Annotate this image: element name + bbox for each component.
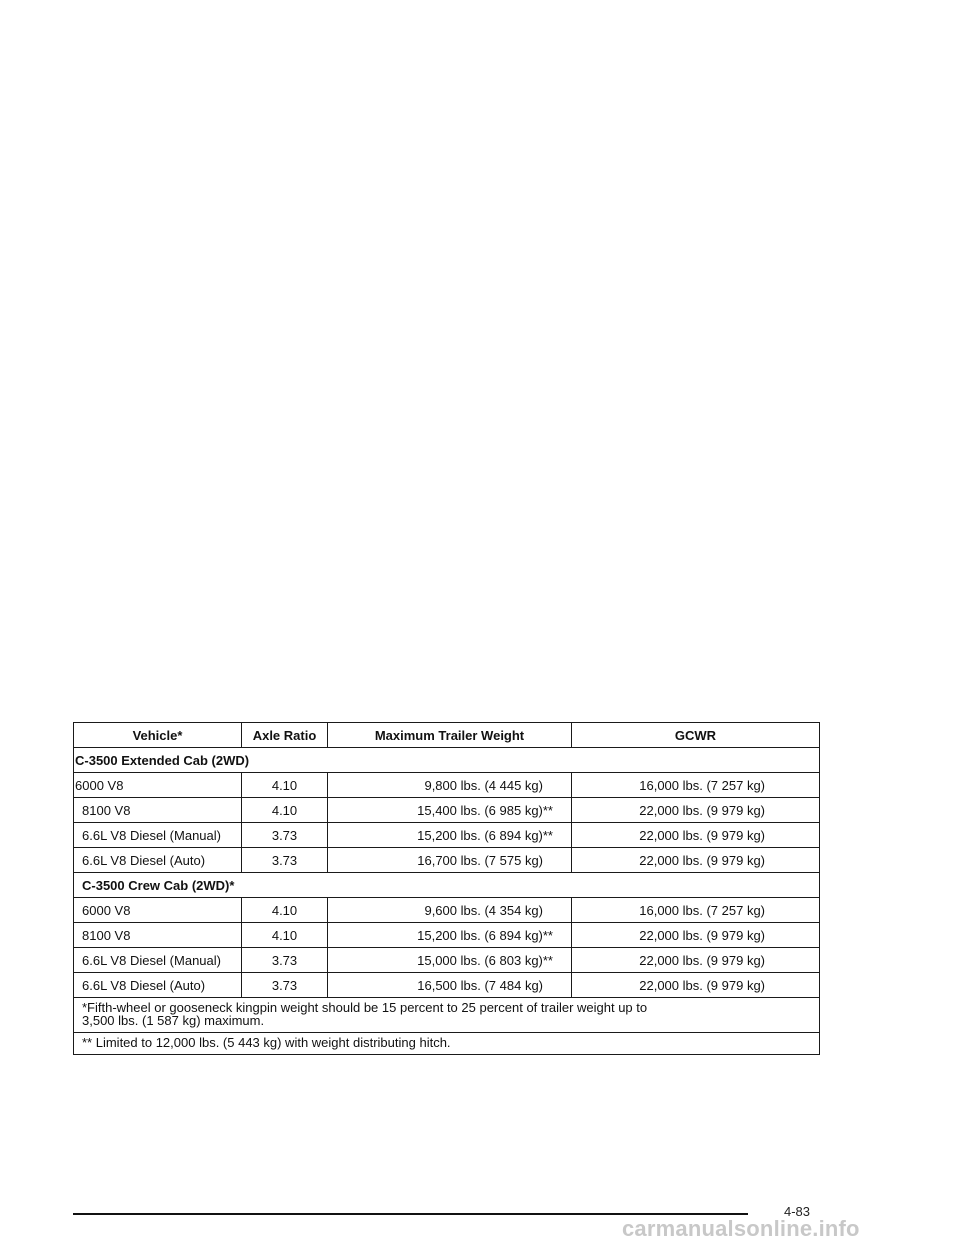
header-max-trailer-weight: Maximum Trailer Weight [328, 723, 572, 748]
footnote-row-hitch [74, 1033, 820, 1055]
cell-axle-ratio: 3.73 [242, 848, 328, 873]
cell-gcwr: 22,000 lbs. (9 979 kg) [572, 973, 820, 998]
section-row-extended-cab [74, 748, 820, 773]
footnote-line: ** Limited to 12,000 lbs. (5 443 kg) with weight distributing hitch. [82, 1035, 451, 1050]
watermark: carmanualsonline.info [622, 1216, 860, 1241]
cell-gcwr: 22,000 lbs. (9 979 kg) [572, 948, 820, 973]
table-row [74, 773, 820, 798]
section-title: C-3500 Extended Cab (2WD) [74, 748, 820, 773]
table-row [74, 898, 820, 923]
table-row [74, 923, 820, 948]
cell-axle-ratio: 3.73 [242, 948, 328, 973]
cell-max-trailer-weight: 15,000 lbs. (6 803 kg)** [328, 948, 572, 973]
cell-vehicle: 8100 V8 [74, 923, 242, 948]
cell-max-trailer-weight: 15,200 lbs. (6 894 kg)** [328, 923, 572, 948]
cell-gcwr: 16,000 lbs. (7 257 kg) [572, 773, 820, 798]
cell-vehicle: 6.6L V8 Diesel (Auto) [74, 973, 242, 998]
cell-axle-ratio: 4.10 [242, 923, 328, 948]
cell-vehicle: 6.6L V8 Diesel (Auto) [74, 848, 242, 873]
cell-max-trailer-weight: 16,700 lbs. (7 575 kg) [328, 848, 572, 873]
cell-gcwr: 22,000 lbs. (9 979 kg) [572, 848, 820, 873]
cell-vehicle: 6000 V8 [74, 773, 242, 798]
cell-axle-ratio: 4.10 [242, 773, 328, 798]
section-title: C-3500 Crew Cab (2WD)* [74, 873, 820, 898]
cell-gcwr: 22,000 lbs. (9 979 kg) [572, 798, 820, 823]
table-row [74, 798, 820, 823]
table-row [74, 973, 820, 998]
cell-vehicle: 6.6L V8 Diesel (Manual) [74, 948, 242, 973]
cell-vehicle: 6.6L V8 Diesel (Manual) [74, 823, 242, 848]
cell-axle-ratio: 4.10 [242, 898, 328, 923]
section-row-crew-cab [74, 873, 820, 898]
cell-max-trailer-weight: 9,600 lbs. (4 354 kg) [328, 898, 572, 923]
footnote-hitch [74, 1033, 820, 1055]
cell-axle-ratio: 4.10 [242, 798, 328, 823]
header-gcwr: GCWR [572, 723, 820, 748]
cell-max-trailer-weight: 15,200 lbs. (6 894 kg)** [328, 823, 572, 848]
cell-axle-ratio: 3.73 [242, 973, 328, 998]
footnote-kingpin [74, 998, 820, 1033]
cell-vehicle: 8100 V8 [74, 798, 242, 823]
cell-gcwr: 22,000 lbs. (9 979 kg) [572, 923, 820, 948]
table-header-row [74, 723, 820, 748]
trailer-weight-table [73, 722, 820, 1055]
footnote-row-kingpin [74, 998, 820, 1033]
footnote-line: 3,500 lbs. (1 587 kg) maximum. [82, 1013, 265, 1028]
cell-max-trailer-weight: 15,400 lbs. (6 985 kg)** [328, 798, 572, 823]
header-axle-ratio: Axle Ratio [242, 723, 328, 748]
table-row [74, 848, 820, 873]
table-row [74, 948, 820, 973]
footer-rule [73, 1213, 748, 1215]
cell-max-trailer-weight: 16,500 lbs. (7 484 kg) [328, 973, 572, 998]
page-number: 4-83 [784, 1204, 811, 1219]
cell-gcwr: 16,000 lbs. (7 257 kg) [572, 898, 820, 923]
table-row [74, 823, 820, 848]
cell-max-trailer-weight: 9,800 lbs. (4 445 kg) [328, 773, 572, 798]
cell-axle-ratio: 3.73 [242, 823, 328, 848]
footnote-line: *Fifth-wheel or gooseneck kingpin weight should be 15 percent to 25 percent of trailer weight up to [82, 1000, 648, 1015]
header-vehicle: Vehicle* [74, 723, 242, 748]
cell-gcwr: 22,000 lbs. (9 979 kg) [572, 823, 820, 848]
cell-vehicle: 6000 V8 [74, 898, 242, 923]
